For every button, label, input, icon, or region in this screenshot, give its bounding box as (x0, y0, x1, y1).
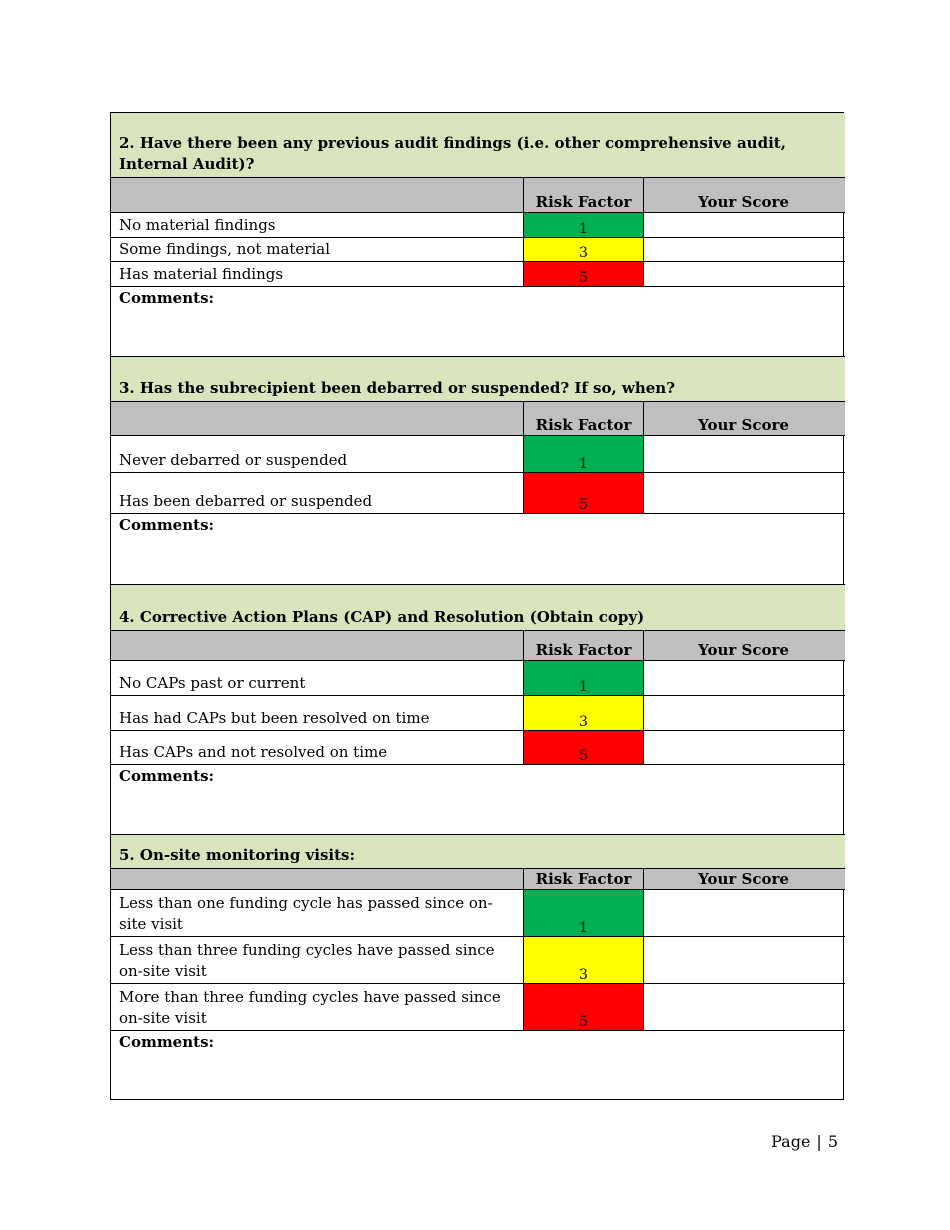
question-3-text: 3. Has the subrecipient been debarred or suspended? If so, when? (119, 379, 675, 397)
risk-score: 5 (579, 270, 588, 286)
risk-factor-header: Risk Factor (524, 178, 644, 212)
option-text: Never debarred or suspended (119, 451, 348, 469)
your-score-cell[interactable] (644, 262, 843, 286)
column-header-row (111, 869, 845, 890)
your-score-cell[interactable] (644, 213, 843, 237)
question-4-text: 4. Corrective Action Plans (CAP) and Resolution (Obtain copy) (119, 608, 645, 626)
option-text: No CAPs past or current (119, 674, 306, 692)
comments-box[interactable] (111, 1031, 845, 1099)
option-text: Has material findings (119, 265, 284, 283)
option-row (111, 731, 845, 765)
option-row (111, 890, 845, 937)
your-score-cell[interactable] (644, 238, 843, 261)
comments-box[interactable] (111, 287, 845, 357)
your-score-cell[interactable] (644, 890, 843, 936)
option-text: Some findings, not material (119, 240, 331, 258)
page-number: 5 (827, 1132, 838, 1151)
option-row (111, 473, 845, 514)
risk-assessment-table (110, 112, 844, 1100)
comments-label: Comments: (119, 516, 215, 534)
page-label: Page (771, 1132, 811, 1151)
your-score-cell[interactable] (644, 984, 843, 1030)
question-2-header (111, 113, 845, 178)
risk-factor-cell (524, 937, 644, 983)
risk-factor-header: Risk Factor (524, 402, 644, 435)
risk-score: 5 (579, 748, 588, 764)
risk-factor-cell (524, 213, 644, 237)
option-text: Has been debarred or suspended (119, 492, 373, 510)
blank-header-cell (111, 631, 524, 660)
risk-factor-cell (524, 238, 644, 261)
question-4-header (111, 585, 845, 631)
option-row (111, 696, 845, 731)
column-header-row (111, 178, 845, 213)
blank-header-cell (111, 402, 524, 435)
risk-factor-cell (524, 731, 644, 764)
option-text: Less than three funding cycles have passed since on-site visit (119, 941, 495, 980)
comments-label: Comments: (119, 1033, 215, 1051)
your-score-header: Your Score (698, 193, 789, 211)
question-5-text: 5. On-site monitoring visits: (119, 846, 356, 864)
comments-box[interactable] (111, 514, 845, 585)
your-score-cell[interactable] (644, 436, 843, 472)
risk-score: 5 (579, 497, 588, 513)
comments-label: Comments: (119, 767, 215, 785)
your-score-cell[interactable] (644, 661, 843, 695)
page-separator: | (816, 1132, 822, 1151)
risk-factor-cell (524, 262, 644, 286)
risk-score: 1 (579, 679, 588, 695)
column-header-row (111, 402, 845, 436)
your-score-header: Your Score (698, 641, 789, 659)
option-text: Less than one funding cycle has passed since on-site visit (119, 894, 493, 933)
risk-score: 3 (579, 245, 588, 261)
risk-factor-cell (524, 696, 644, 730)
your-score-cell[interactable] (644, 731, 843, 764)
risk-score: 1 (579, 920, 588, 936)
option-text: Has CAPs and not resolved on time (119, 743, 388, 761)
risk-factor-cell (524, 890, 644, 936)
page-footer (771, 1132, 838, 1151)
risk-score: 3 (579, 967, 588, 983)
risk-factor-header: Risk Factor (524, 631, 644, 660)
your-score-header: Your Score (698, 870, 789, 888)
question-2-text: 2. Have there been any previous audit findings (i.e. other comprehensive audit, Internal Audit)? (119, 134, 786, 173)
option-row (111, 436, 845, 473)
comments-label: Comments: (119, 289, 215, 307)
option-text: Has had CAPs but been resolved on time (119, 709, 430, 727)
question-3-header (111, 357, 845, 402)
comments-box[interactable] (111, 765, 845, 835)
option-row (111, 262, 845, 287)
risk-factor-cell (524, 473, 644, 513)
risk-score: 3 (579, 714, 588, 730)
option-row (111, 984, 845, 1031)
option-text: No material findings (119, 216, 276, 234)
option-text: More than three funding cycles have passed since on-site visit (119, 988, 501, 1027)
option-row (111, 937, 845, 984)
risk-factor-cell (524, 436, 644, 472)
risk-factor-cell (524, 984, 644, 1030)
your-score-cell[interactable] (644, 696, 843, 730)
risk-score: 1 (579, 456, 588, 472)
blank-header-cell (111, 178, 524, 212)
option-row (111, 238, 845, 262)
your-score-cell[interactable] (644, 937, 843, 983)
column-header-row (111, 631, 845, 661)
your-score-cell[interactable] (644, 473, 843, 513)
risk-factor-header: Risk Factor (524, 869, 644, 889)
risk-score: 5 (579, 1014, 588, 1030)
risk-factor-cell (524, 661, 644, 695)
option-row (111, 213, 845, 238)
option-row (111, 661, 845, 696)
blank-header-cell (111, 869, 524, 889)
your-score-header: Your Score (698, 416, 789, 434)
question-5-header (111, 835, 845, 869)
risk-score: 1 (579, 221, 588, 237)
